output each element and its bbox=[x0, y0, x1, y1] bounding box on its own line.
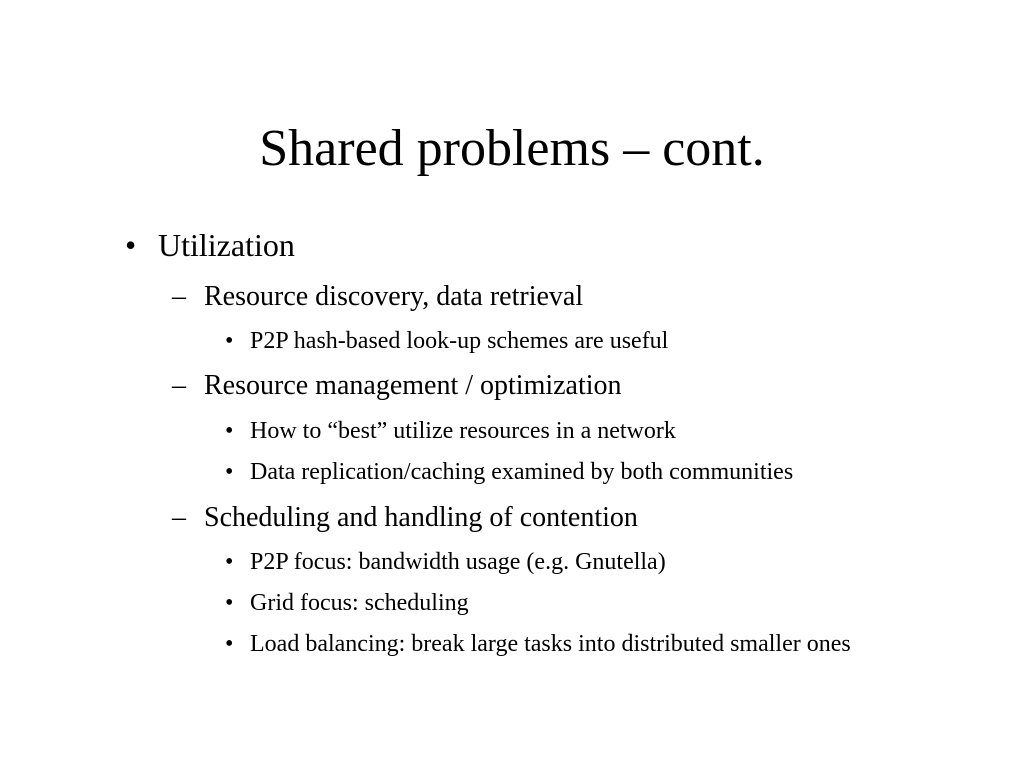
bullet-marker: • bbox=[225, 418, 234, 444]
list-item-p2p-hash bbox=[225, 326, 668, 356]
item-text: How to “best” utilize resources in a network bbox=[250, 418, 676, 444]
dash-marker: – bbox=[172, 502, 186, 533]
list-item-resource-discovery bbox=[172, 280, 583, 314]
list-item-best-utilize bbox=[225, 416, 676, 446]
list-item-data-replication bbox=[225, 457, 793, 487]
item-text: Data replication/caching examined by both communities bbox=[250, 459, 794, 485]
item-text: P2P focus: bandwidth usage (e.g. Gnutella) bbox=[250, 549, 666, 575]
list-item-p2p-focus bbox=[225, 547, 666, 577]
item-text: Scheduling and handling of contention bbox=[204, 502, 638, 533]
item-text: Resource discovery, data retrieval bbox=[204, 281, 584, 312]
bullet-marker: • bbox=[225, 549, 234, 575]
item-text: Resource management / optimization bbox=[204, 370, 622, 401]
item-text: Load balancing: break large tasks into distributed smaller ones bbox=[250, 631, 851, 657]
list-item-load-balancing bbox=[225, 629, 851, 659]
bullet-marker: • bbox=[225, 328, 234, 354]
bullet-marker: • bbox=[225, 631, 234, 657]
item-text: Grid focus: scheduling bbox=[250, 590, 469, 616]
item-text: P2P hash-based look-up schemes are useful bbox=[250, 328, 669, 354]
list-item-utilization bbox=[125, 225, 295, 265]
bullet-marker: • bbox=[125, 227, 137, 263]
dash-marker: – bbox=[172, 370, 186, 401]
item-text: Utilization bbox=[158, 227, 295, 263]
list-item-scheduling-contention bbox=[172, 501, 638, 535]
slide-title: Shared problems – cont. bbox=[259, 120, 765, 177]
bullet-marker: • bbox=[225, 590, 234, 616]
bullet-marker: • bbox=[225, 459, 234, 485]
dash-marker: – bbox=[172, 281, 186, 312]
list-item-resource-management bbox=[172, 369, 622, 403]
list-item-grid-focus bbox=[225, 588, 469, 618]
